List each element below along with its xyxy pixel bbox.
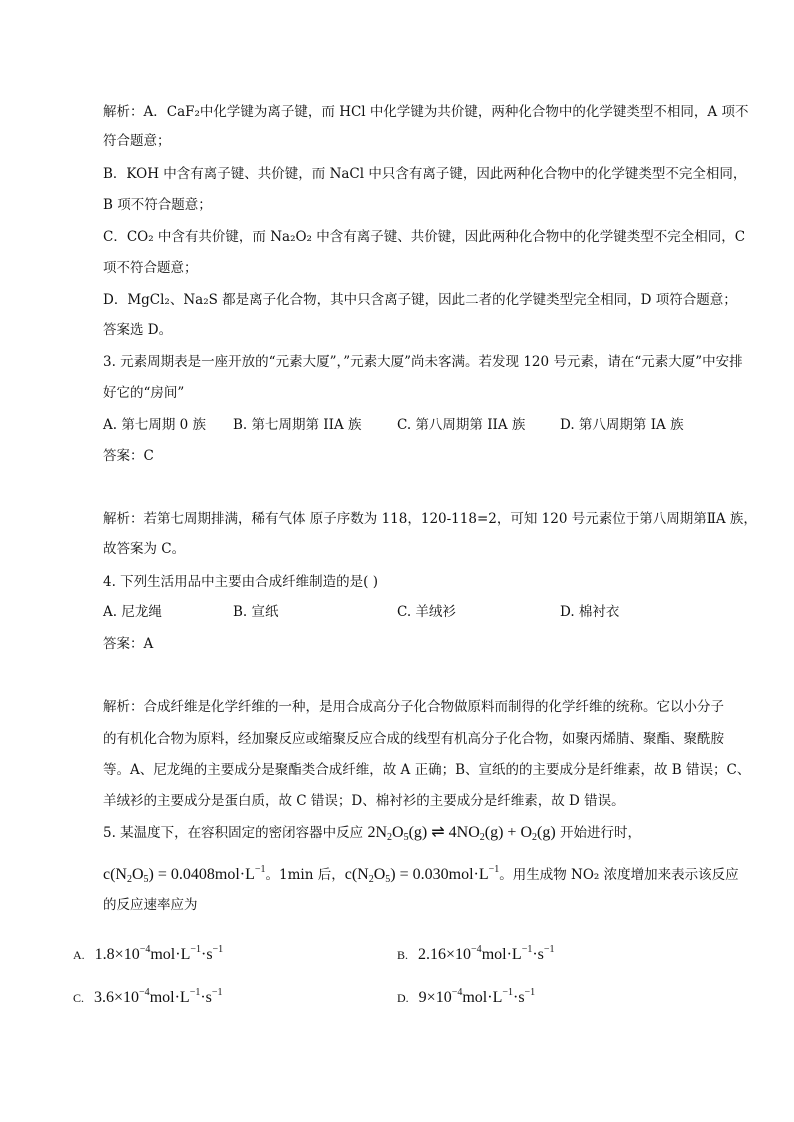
q3-analysis-line2: 故答案为 C。 xyxy=(103,541,186,557)
q2-analysis-a-line1: 解析：A．CaF₂中化学键为离子键，而 HCl 中化学键为共价键，两种化合物中的化学键类型不相同，A 项不 xyxy=(103,104,749,120)
q5-line2-mid: 。1min 后， xyxy=(265,867,345,883)
q3-stem-line1: 3. 元素周期表是一座开放的“元素大厦”，”元素大厦”尚未客满。若发现 120 号元素，请在“元素大厦”中安排 xyxy=(103,354,743,370)
final-concentration: $c(N_2O_5) = 0.030mol\cdot L^{-1}$ xyxy=(344,864,500,885)
q4-analysis-line2: 的有机化合物为原料，经加聚反应或缩聚反应合成的线型有机高分子化合物，如聚丙烯腈、聚酯、聚酰胺 xyxy=(103,731,724,747)
q4-answer: 答案：A xyxy=(103,636,154,652)
q3-option-c: C. 第八周期第 IIA 族 xyxy=(397,417,526,433)
q5-stem-line2 xyxy=(103,860,763,890)
q4-stem: 4. 下列生活用品中主要由合成纤维制造的是( ) xyxy=(103,574,378,590)
q4-analysis-line4: 羊绒衫的主要成分是蛋白质，故 C 错误；D、棉衬衫的主要成分是纤维素，故 D 错误。 xyxy=(103,793,625,809)
equilibrium-arrow-icon: ⇌ xyxy=(431,824,445,841)
q2-analysis-b-line2: B 项不符合题意； xyxy=(103,197,212,213)
q4-option-c: C. 羊绒衫 xyxy=(397,604,456,620)
q3-analysis-line1: 解析：若第七周期排满，稀有气体 原子序数为 118，120-118=2，可知 120 号元素位于第八周期第ⅡA 族， xyxy=(103,511,757,527)
reaction-equation: $2N_2O_5(g)$ ⇌ $4NO_2(g) + O_2(g)$ xyxy=(367,824,556,843)
q5-stem-prefix: 5. 某温度下，在容积固定的密闭容器中反应 xyxy=(103,825,364,841)
q5-option-d-label: D. xyxy=(397,991,409,1005)
q2-analysis-b-line1: B．KOH 中含有离子键、共价键，而 NaCl 中只含有离子键，因此两种化合物中的化学键类型不完全相同， xyxy=(103,166,747,182)
q5-stem-suffix: 开始进行时， xyxy=(559,825,641,841)
q4-option-b: B. 宣纸 xyxy=(233,604,279,620)
q4-analysis-line1: 解析：合成纤维是化学纤维的一种，是用合成高分子化合物做原料而制得的化学纤维的统称。它以小分子 xyxy=(103,699,724,715)
q2-analysis-c-line1: C．CO₂ 中含有共价键，而 Na₂O₂ 中含有离子键、共价键，因此两种化合物中的化学键类型不完全相同，C xyxy=(103,229,746,245)
q5-stem-line3: 的反应速率应为 xyxy=(103,897,198,913)
q4-option-d: D. 棉衬衣 xyxy=(560,604,620,620)
q2-analysis-d-line1: D．MgCl₂、Na₂S 都是离子化合物，其中只含离子键，因此二者的化学键类型完全相同，D 项符合题意； xyxy=(103,292,737,308)
q5-option-c-label: C. xyxy=(73,991,85,1005)
q3-answer: 答案：C xyxy=(103,448,154,464)
q2-analysis-a-line2: 符合题意； xyxy=(103,133,171,149)
q3-stem-line2: 好它的“房间” xyxy=(103,385,185,401)
q5-option-c: C. $3.6\times 10^{-4}mol\cdot L^{-1}\cdot s^{-1}$ xyxy=(73,987,223,1006)
q2-analysis-c-line2: 项不符合题意； xyxy=(103,260,198,276)
initial-concentration: $c(N_2O_5) = 0.0408mol\cdot L^{-1}$ xyxy=(103,864,266,885)
q3-option-a: A. 第七周期 0 族 xyxy=(103,417,207,433)
q2-answer: 答案选 D。 xyxy=(103,322,173,338)
q3-option-d: D. 第八周期第 IA 族 xyxy=(560,417,684,433)
q5-line2-suffix: 。用生成物 NO₂ 浓度增加来表示该反应 xyxy=(499,867,739,883)
q4-option-a: A. 尼龙绳 xyxy=(103,604,162,620)
q5-stem-line1 xyxy=(103,823,763,848)
q3-option-b: B. 第七周期第 IIA 族 xyxy=(233,417,362,433)
q5-option-d: D. $9\times 10^{-4}mol\cdot L^{-1}\cdot s^{-1}$ xyxy=(397,987,536,1006)
q5-option-b: B. $2.16\times 10^{-4}mol\cdot L^{-1}\cdot s^{-1}$ xyxy=(397,944,555,963)
q5-option-a: A. $1.8\times 10^{-4}mol\cdot L^{-1}\cdot s^{-1}$ xyxy=(73,944,224,963)
q5-option-b-label: B. xyxy=(397,948,409,962)
q5-option-a-label: A. xyxy=(73,948,85,962)
q4-analysis-line3: 等。A、尼龙绳的主要成分是聚酯类合成纤维，故 A 正确；B、宣纸的的主要成分是纤维素，故 B 错误；C、 xyxy=(103,762,751,778)
